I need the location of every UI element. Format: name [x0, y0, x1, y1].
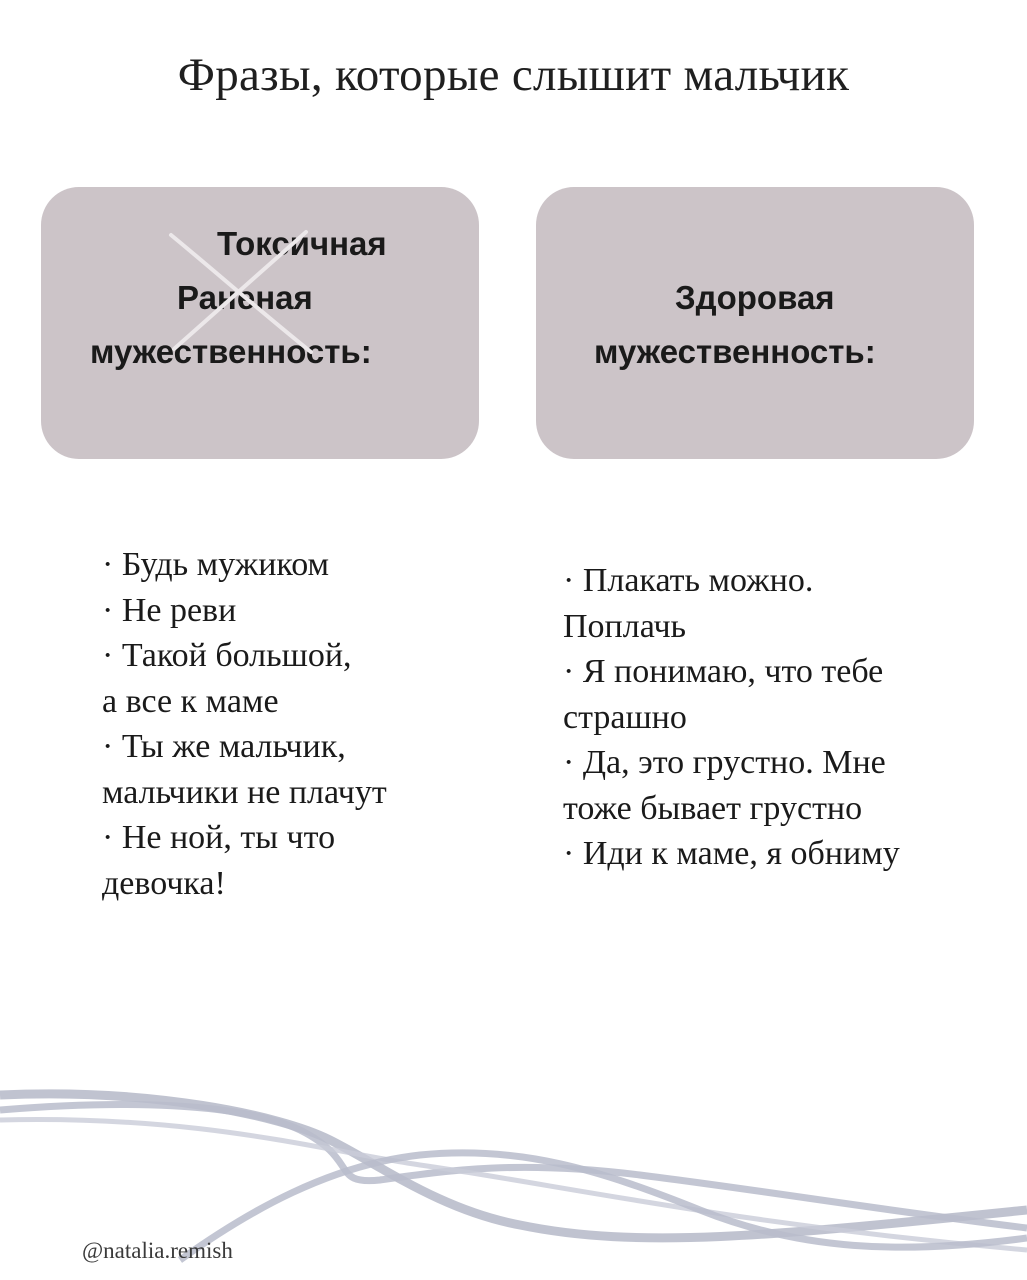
list-item: · Не ной, ты что [102, 819, 336, 856]
toxic-phrases-list [102, 542, 387, 906]
list-item: Поплачь [563, 607, 687, 645]
list-item: мальчики не плачут [102, 773, 387, 811]
list-item: · Не реви [102, 591, 237, 629]
list-item: девочка! [102, 864, 226, 902]
list-item: тоже бывает грустно [563, 789, 863, 827]
page-title: Фразы, которые слышит мальчик [177, 49, 850, 101]
list-item: · Ты же мальчик, [102, 728, 346, 765]
list-item: · Будь мужиком [102, 546, 330, 583]
list-item: · Иди к маме, я обниму [563, 835, 900, 872]
card-left-line-1: Токсичная [217, 225, 387, 262]
healthy-phrases-list [563, 558, 900, 877]
list-item: · Да, это грустно. Мне [563, 744, 886, 781]
cross-out-icon [166, 227, 316, 357]
list-item: а все к маме [102, 682, 279, 720]
list-item: · Такой большой, [102, 637, 352, 674]
card-right-line-2: мужественность: [594, 333, 876, 370]
healthy-masculinity-card [536, 187, 974, 459]
toxic-masculinity-card [41, 187, 479, 459]
list-item: · Я понимаю, что тебе [563, 653, 884, 690]
author-handle: @natalia.remish [82, 1238, 233, 1263]
card-left-line-2: Раненая [177, 279, 313, 316]
list-item: страшно [563, 698, 687, 736]
card-right-line-1: Здоровая [675, 279, 835, 316]
card-left-line-3: мужественность: [90, 333, 372, 370]
list-item: · Плакать можно. [563, 562, 814, 599]
